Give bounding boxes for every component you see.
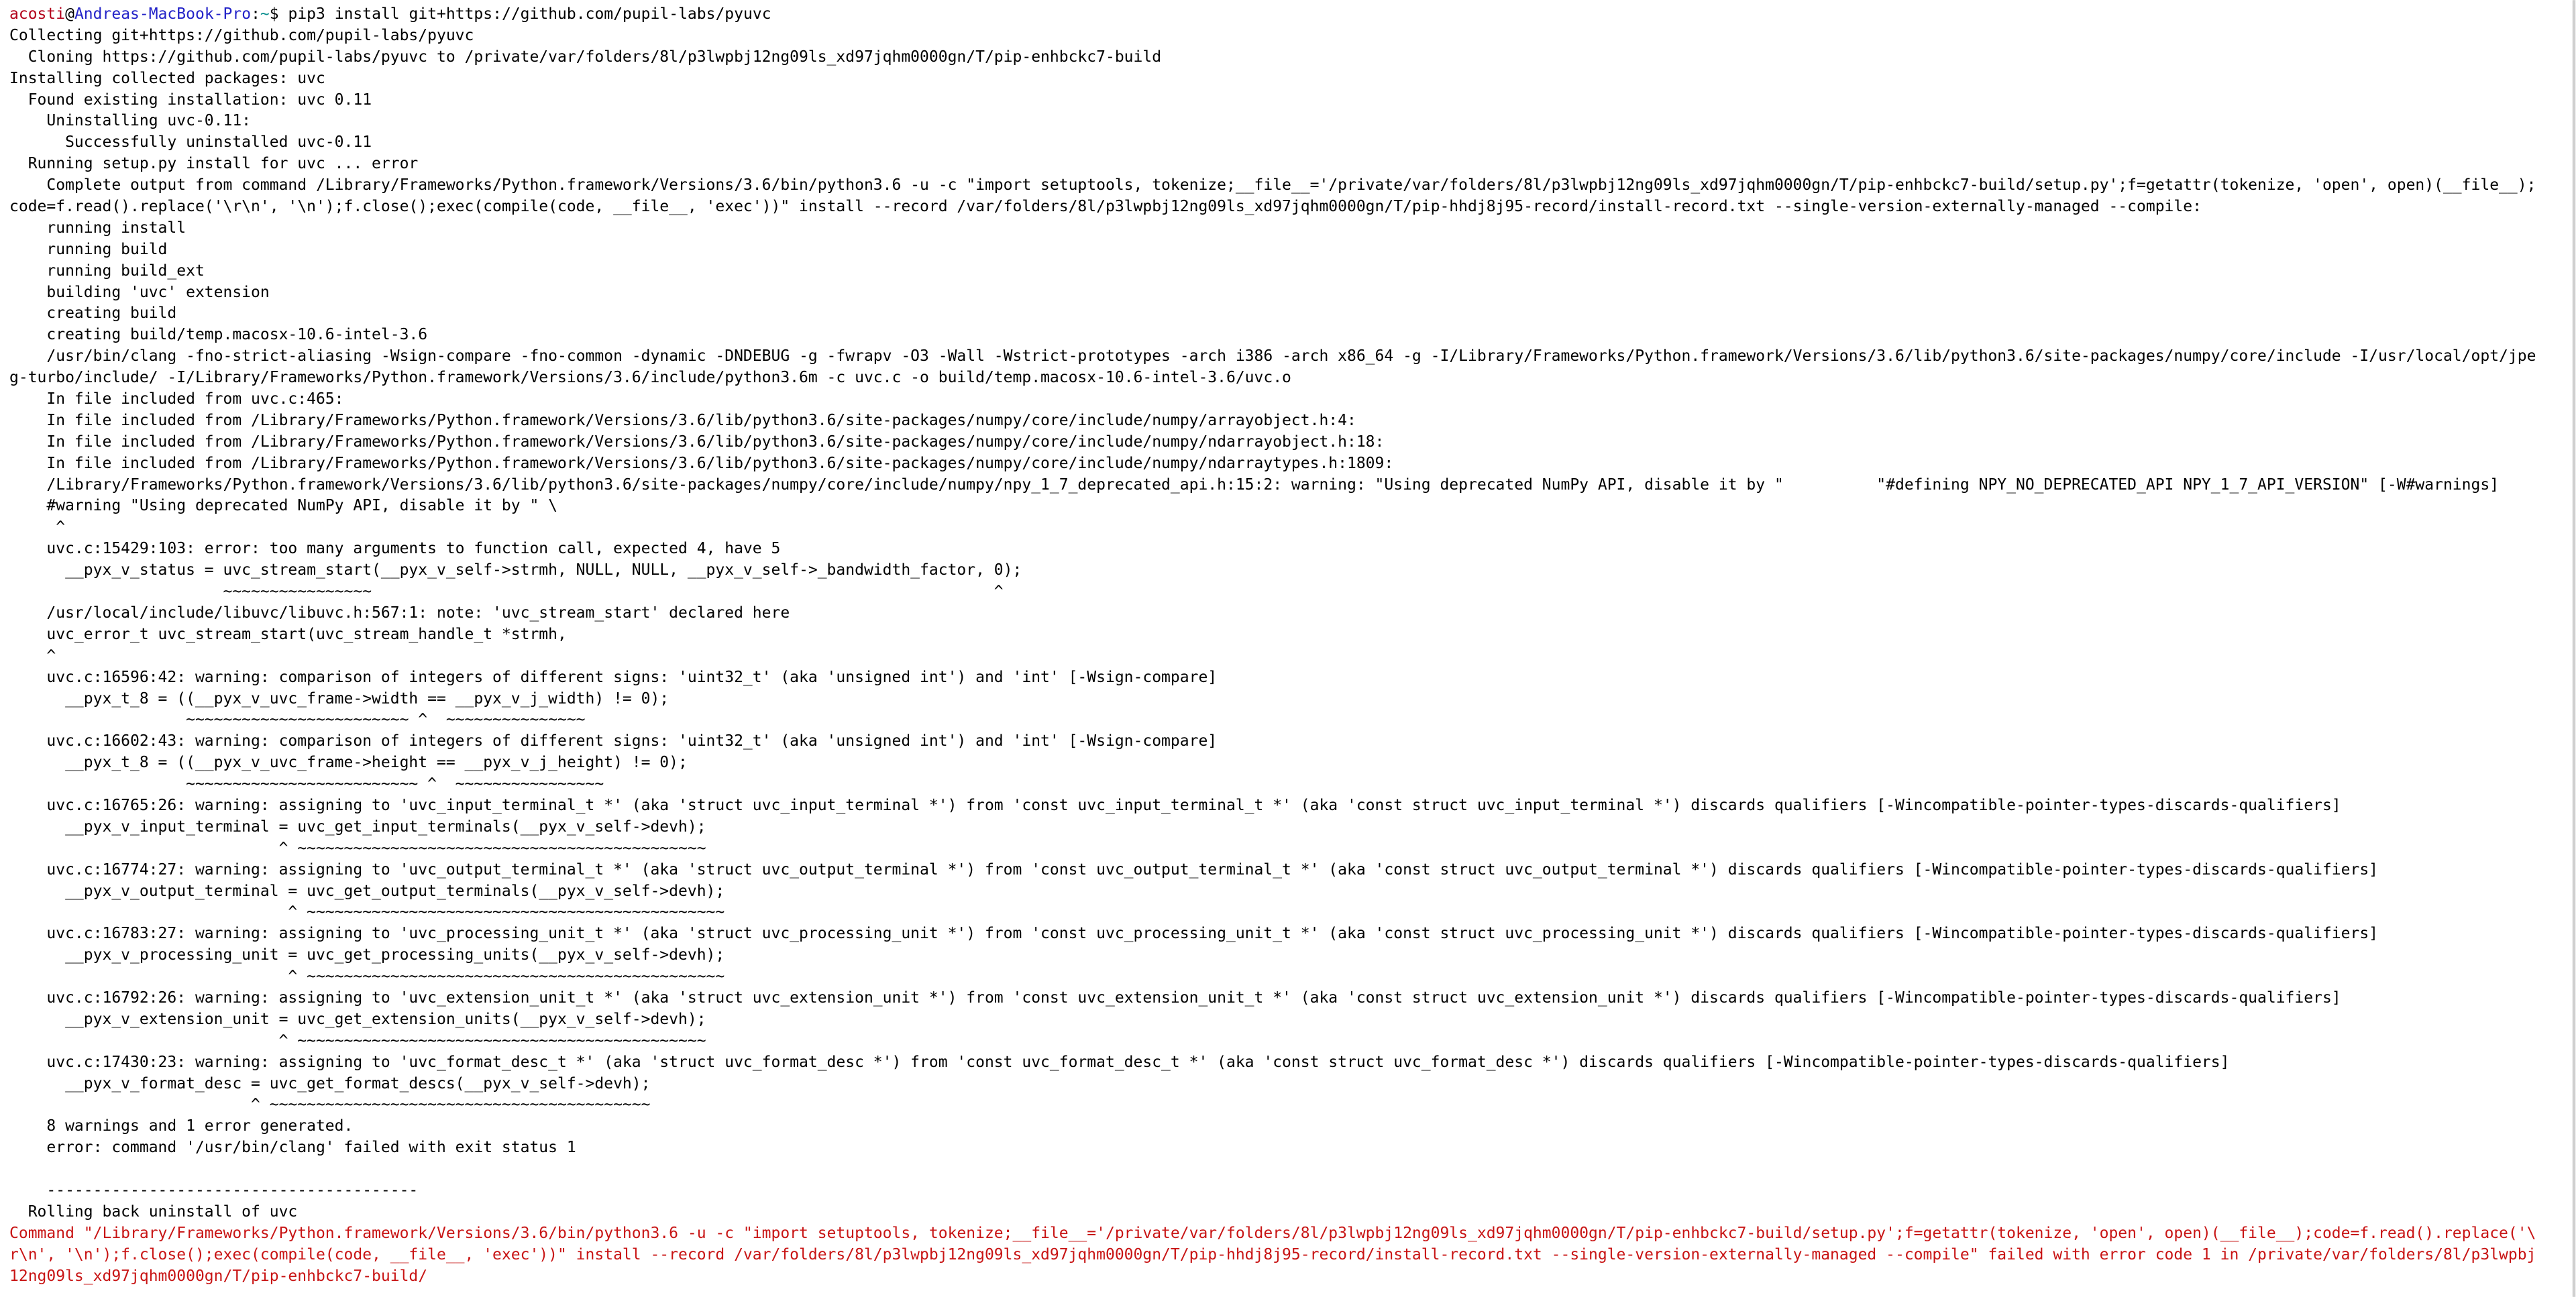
- output-line: __pyx_v_format_desc = uvc_get_format_descs(__pyx_v_self->devh);: [9, 1074, 651, 1092]
- terminal-error-output: [9, 1223, 2568, 1288]
- output-line: __pyx_t_8 = ((__pyx_v_uvc_frame->width == __pyx_v_j_width) != 0);: [9, 689, 669, 708]
- output-line: __pyx_t_8 = ((__pyx_v_uvc_frame->height == __pyx_v_j_height) != 0);: [9, 754, 688, 772]
- output-line: __pyx_v_extension_unit = uvc_get_extension_units(__pyx_v_self->devh);: [9, 1010, 706, 1028]
- output-line: ^ ~~~~~~~~~~~~~~~~~~~~~~~~~~~~~~~~~~~~~~~~~~~~: [9, 1031, 706, 1050]
- terminal-output: [9, 25, 2568, 1223]
- output-line: __pyx_v_input_terminal = uvc_get_input_terminals(__pyx_v_self->devh);: [9, 817, 706, 836]
- output-line: uvc.c:16792:26: warning: assigning to 'uvc_extension_unit_t *' (aka 'struct uvc_extension_unit *') from 'const uvc_extension_unit_t *' (aka 'const struct uvc_extension_unit *') discards qualifiers [-Wincompatible-pointer-types-discards-qualifiers]: [9, 989, 2341, 1007]
- output-line: ^ ~~~~~~~~~~~~~~~~~~~~~~~~~~~~~~~~~~~~~~~~~~~~: [9, 839, 706, 857]
- scrollbar-thumb[interactable]: [2573, 0, 2575, 1297]
- output-line: ^: [9, 518, 66, 537]
- output-line: [9, 1159, 2568, 1180]
- prompt-host: Andreas-MacBook-Pro: [74, 5, 252, 23]
- output-line: Installing collected packages: uvc: [9, 69, 325, 87]
- output-line: ----------------------------------------: [9, 1181, 419, 1199]
- command-prompt-line: [9, 4, 2568, 25]
- prompt-symbol: $: [269, 5, 288, 23]
- output-line: ^: [9, 646, 56, 665]
- output-line: 8 warnings and 1 error generated.: [9, 1117, 354, 1135]
- output-line: g-turbo/include/ -I/Library/Frameworks/Python.framework/Versions/3.6/include/python3.6m -c uvc.c -o build/temp.macosx-10.6-intel-3.6/uvc.o: [9, 369, 1291, 387]
- output-line: running build: [9, 240, 168, 258]
- error-line: 12ng09ls_xd97jqhm0000gn/T/pip-enhbckc7-build/: [9, 1267, 428, 1285]
- output-line: creating build: [9, 304, 177, 323]
- output-line: In file included from /Library/Frameworks/Python.framework/Versions/3.6/lib/python3.6/site-packages/numpy/core/include/numpy/arrayobject.h:4:: [9, 411, 1356, 429]
- output-line: uvc.c:16602:43: warning: comparison of integers of different signs: 'uint32_t' (aka 'unsigned int') and 'int' [-Wsign-compare]: [9, 732, 1218, 750]
- output-line: /usr/local/include/libuvc/libuvc.h:567:1: note: 'uvc_stream_start' declared here: [9, 604, 790, 622]
- output-line: __pyx_v_status = uvc_stream_start(__pyx_v_self->strmh, NULL, NULL, __pyx_v_self->_bandwidth_factor, 0);: [9, 561, 1022, 579]
- output-line: ~~~~~~~~~~~~~~~~ ^: [9, 583, 1004, 601]
- output-line: creating build/temp.macosx-10.6-intel-3.6: [9, 326, 428, 344]
- output-line: ^ ~~~~~~~~~~~~~~~~~~~~~~~~~~~~~~~~~~~~~~~~~: [9, 1096, 651, 1114]
- output-line: running build_ext: [9, 262, 205, 280]
- output-line: ^ ~~~~~~~~~~~~~~~~~~~~~~~~~~~~~~~~~~~~~~~~~~~~~: [9, 968, 725, 986]
- prompt-separator: :: [251, 5, 260, 23]
- prompt-path: ~: [260, 5, 270, 23]
- output-line: In file included from /Library/Frameworks/Python.framework/Versions/3.6/lib/python3.6/site-packages/numpy/core/include/numpy/ndarraytypes.h:1809:: [9, 454, 1394, 472]
- output-line: ~~~~~~~~~~~~~~~~~~~~~~~~~ ^ ~~~~~~~~~~~~~~~~: [9, 775, 604, 793]
- output-line: error: command '/usr/bin/clang' failed with exit status 1: [9, 1139, 576, 1157]
- output-line: #warning "Using deprecated NumPy API, disable it by " \: [9, 497, 557, 515]
- terminal-scrollbar[interactable]: [2572, 0, 2576, 1297]
- output-line: Found existing installation: uvc 0.11: [9, 91, 372, 109]
- output-line: __pyx_v_processing_unit = uvc_get_processing_units(__pyx_v_self->devh);: [9, 946, 725, 964]
- output-line: uvc.c:16774:27: warning: assigning to 'uvc_output_terminal_t *' (aka 'struct uvc_output_terminal *') from 'const uvc_output_terminal_t *' (aka 'const struct uvc_output_terminal *') discards qualifiers [-Wincompatible-pointer-types-discards-qualifiers]: [9, 860, 2379, 879]
- output-line: uvc_error_t uvc_stream_start(uvc_stream_handle_t *strmh,: [9, 625, 567, 643]
- output-line: code=f.read().replace('\r\n', '\n');f.close();exec(compile(code, __file__, 'exec'))" install --record /var/folders/8l/p3lwpbj12ng09ls_xd97jqhm0000gn/T/pip-hhdj8j95-record/install-record.txt --single-version-externally-managed --compile:: [9, 198, 2202, 216]
- output-line: Successfully uninstalled uvc-0.11: [9, 133, 372, 152]
- output-line: Running setup.py install for uvc ... error: [9, 155, 419, 173]
- output-line: Complete output from command /Library/Frameworks/Python.framework/Versions/3.6/bin/python3.6 -u -c "import setuptools, tokenize;__file__='/private/var/folders/8l/p3lwpbj12ng09ls_xd97jqhm0000gn/T/pip-enhbckc7-build/setup.py';f=getattr(tokenize, 'open', open)(__file__);: [9, 176, 2536, 194]
- output-line: uvc.c:17430:23: warning: assigning to 'uvc_format_desc_t *' (aka 'struct uvc_format_desc *') from 'const uvc_format_desc_t *' (aka 'const struct uvc_format_desc *') discards qualifiers [-Wincompatible-pointer-types-discards-qualifiers]: [9, 1053, 2230, 1071]
- prompt-user: acosti: [9, 5, 66, 23]
- output-line: ~~~~~~~~~~~~~~~~~~~~~~~~ ^ ~~~~~~~~~~~~~~~: [9, 711, 586, 729]
- error-line: Command "/Library/Frameworks/Python.framework/Versions/3.6/bin/python3.6 -u -c "import setuptools, tokenize;__file__='/private/var/folders/8l/p3lwpbj12ng09ls_xd97jqhm0000gn/T/pip-enhbckc7-build/setup.py';f=getattr(tokenize, 'open', open)(__file__);code=f.read().replace('\: [9, 1224, 2536, 1242]
- output-line: building 'uvc' extension: [9, 283, 270, 301]
- output-line: __pyx_v_output_terminal = uvc_get_output_terminals(__pyx_v_self->devh);: [9, 882, 725, 900]
- output-line: Uninstalling uvc-0.11:: [9, 112, 252, 130]
- output-line: uvc.c:16765:26: warning: assigning to 'uvc_input_terminal_t *' (aka 'struct uvc_input_terminal *') from 'const uvc_input_terminal_t *' (aka 'const struct uvc_input_terminal *') discards qualifiers [-Wincompatible-pointer-types-discards-qualifiers]: [9, 796, 2341, 814]
- output-line: /Library/Frameworks/Python.framework/Versions/3.6/lib/python3.6/site-packages/numpy/core/include/numpy/npy_1_7_deprecated_api.h:15:2: warning: "Using deprecated NumPy API, disable it by " "#defining NPY_NO_DEPRECATED_API NPY_1_7_API_VERSION" [-W#warnings]: [9, 475, 2500, 494]
- prompt-at: @: [65, 5, 74, 23]
- output-line: Collecting git+https://github.com/pupil-labs/pyuvc: [9, 26, 474, 44]
- output-line: running install: [9, 219, 186, 237]
- typed-command: pip3 install git+https://github.com/pupil-labs/pyuvc: [288, 5, 771, 23]
- output-line: In file included from uvc.c:465:: [9, 390, 344, 408]
- output-line: uvc.c:15429:103: error: too many arguments to function call, expected 4, have 5: [9, 540, 781, 558]
- error-line: r\n', '\n');f.close();exec(compile(code, __file__, 'exec'))" install --record /var/folders/8l/p3lwpbj12ng09ls_xd97jqhm0000gn/T/pip-hhdj8j95-record/install-record.txt --single-version-externally-managed --compile" failed with error code 1 in /private/var/folders/8l/p3lwpbj: [9, 1245, 2536, 1263]
- output-line: Cloning https://github.com/pupil-labs/pyuvc to /private/var/folders/8l/p3lwpbj12ng09ls_xd97jqhm0000gn/T/pip-enhbckc7-build: [9, 48, 1162, 66]
- output-line: uvc.c:16596:42: warning: comparison of integers of different signs: 'uint32_t' (aka 'unsigned int') and 'int' [-Wsign-compare]: [9, 668, 1218, 686]
- output-line: uvc.c:16783:27: warning: assigning to 'uvc_processing_unit_t *' (aka 'struct uvc_processing_unit *') from 'const uvc_processing_unit_t *' (aka 'const struct uvc_processing_unit *') discards qualifiers [-Wincompatible-pointer-types-discards-qualifiers]: [9, 925, 2379, 943]
- output-line: Rolling back uninstall of uvc: [9, 1202, 298, 1221]
- output-line: In file included from /Library/Frameworks/Python.framework/Versions/3.6/lib/python3.6/site-packages/numpy/core/include/numpy/ndarrayobject.h:18:: [9, 433, 1385, 451]
- output-line: ^ ~~~~~~~~~~~~~~~~~~~~~~~~~~~~~~~~~~~~~~~~~~~~~: [9, 903, 725, 921]
- output-line: /usr/bin/clang -fno-strict-aliasing -Wsign-compare -fno-common -dynamic -DNDEBUG -g -fwrapv -O3 -Wall -Wstrict-prototypes -arch i386 -arch x86_64 -g -I/Library/Frameworks/Python.framework/Versions/3.6/lib/python3.6/site-packages/numpy/core/include -I/usr/local/opt/jpe: [9, 347, 2536, 365]
